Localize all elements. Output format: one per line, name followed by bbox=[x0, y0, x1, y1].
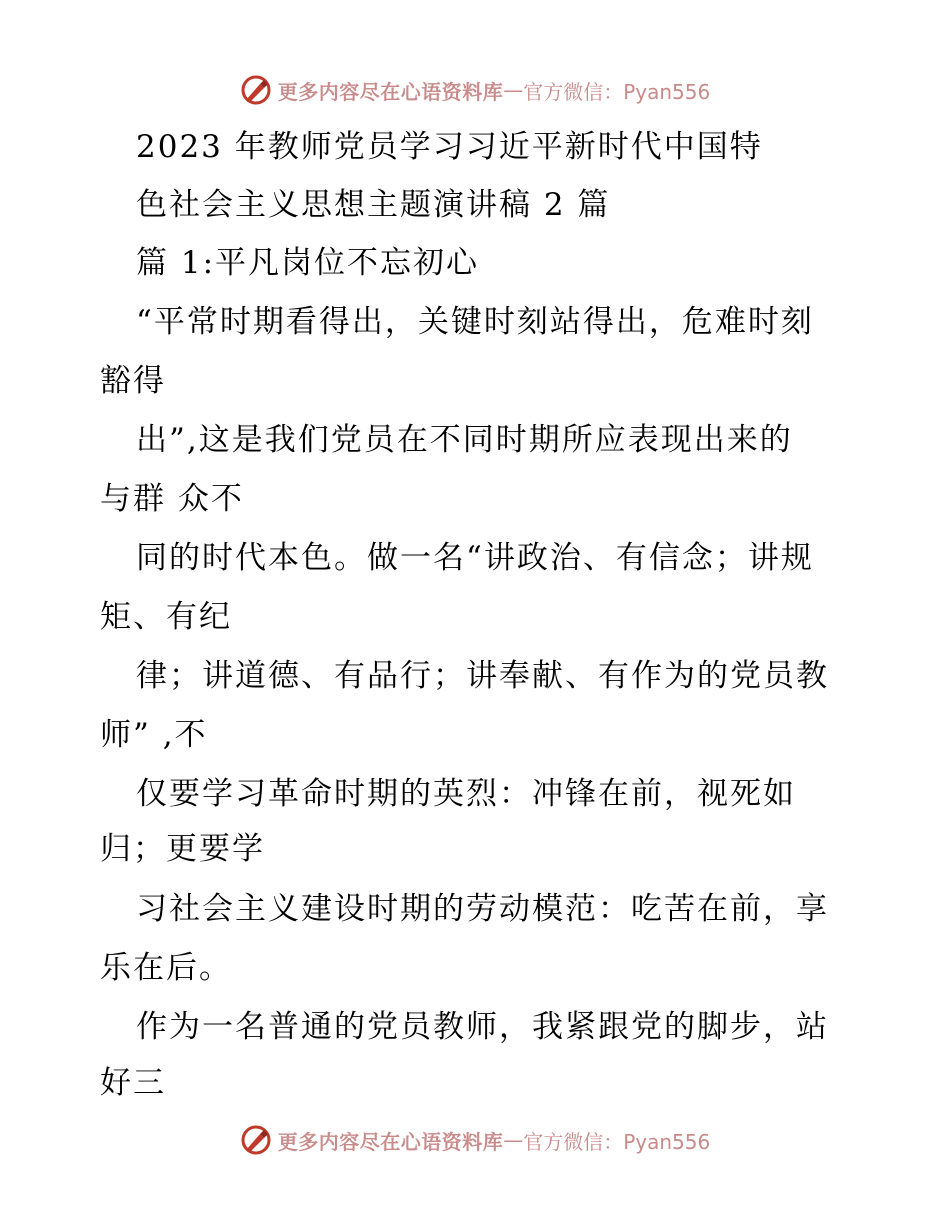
pen-logo-icon bbox=[240, 1124, 272, 1156]
banner-contact: 官方微信：Pyan556 bbox=[523, 79, 711, 104]
banner-site-text: 更多内容尽在心语资料库 bbox=[277, 1129, 504, 1154]
banner-separator: — bbox=[503, 1128, 524, 1152]
paragraph-line: 归；更要学 bbox=[100, 831, 265, 867]
header-banner bbox=[0, 70, 950, 110]
paragraph-line: 师” ,不 bbox=[100, 717, 208, 753]
paragraph-line: 作为一名普通的党员教师，我紧跟党的脚步，站 bbox=[136, 1009, 829, 1045]
paragraph-line: 与群 众不 bbox=[100, 481, 244, 517]
paragraph-line: 乐在后。 bbox=[100, 950, 232, 986]
section-heading: 篇 1:平凡岗位不忘初心 bbox=[136, 245, 480, 281]
paragraph-line: 豁得 bbox=[100, 363, 166, 399]
paragraph-line: 习社会主义建设时期的劳动模范：吃苦在前，享 bbox=[136, 891, 829, 927]
footer-banner bbox=[0, 1120, 950, 1160]
paragraph-line: 律；讲道德、有品行；讲奉献、有作为的党员教 bbox=[136, 658, 829, 694]
document-title-line1: 2023 年教师党员学习习近平新时代中国特 bbox=[136, 129, 763, 165]
pen-logo-icon bbox=[240, 74, 272, 106]
document-title-line2: 色社会主义思想主题演讲稿 2 篇 bbox=[136, 187, 611, 223]
paragraph-line: 矩、有纪 bbox=[100, 599, 232, 635]
paragraph-line: 仅要学习革命时期的英烈：冲锋在前，视死如 bbox=[136, 776, 796, 812]
paragraph-line: “平常时期看得出，关键时刻站得出，危难时刻 bbox=[136, 304, 814, 340]
paragraph-line: 出”,这是我们党员在不同时期所应表现出来的 bbox=[136, 422, 793, 458]
paragraph-line: 同的时代本色。做一名“讲政治、有信念；讲规 bbox=[136, 540, 814, 576]
banner-separator: — bbox=[503, 78, 524, 102]
banner-site-text: 更多内容尽在心语资料库 bbox=[277, 79, 504, 104]
banner-contact: 官方微信：Pyan556 bbox=[523, 1129, 711, 1154]
paragraph-line: 好三 bbox=[100, 1065, 166, 1101]
